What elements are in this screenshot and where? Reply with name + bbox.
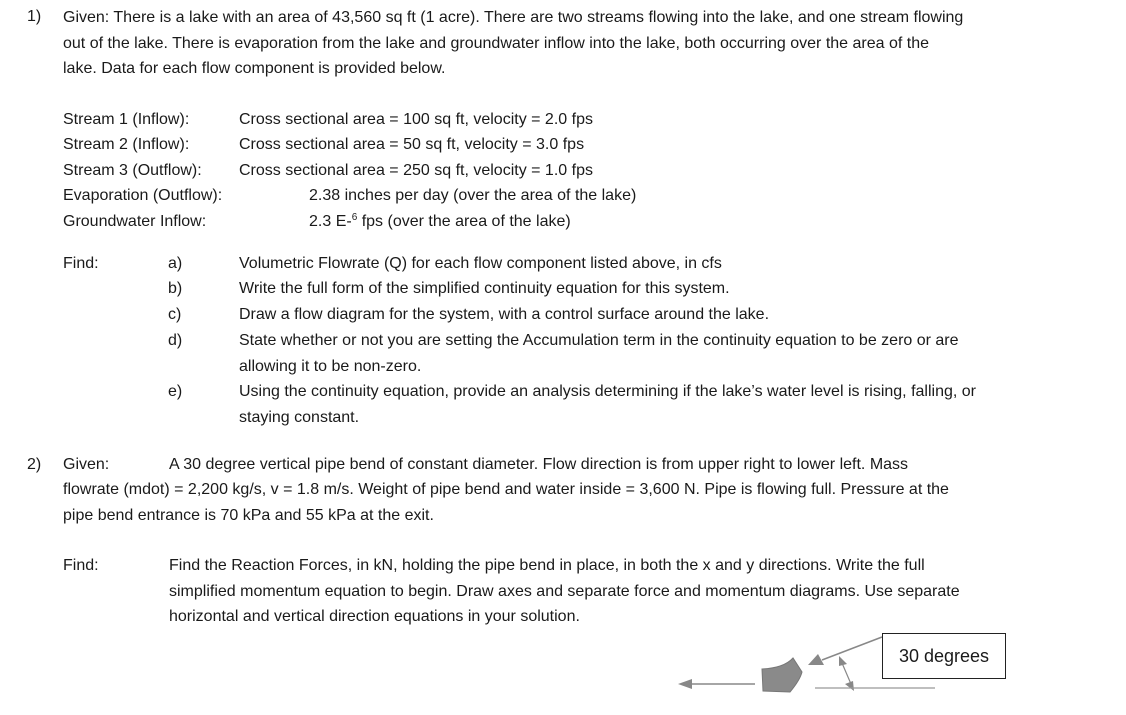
groundwater-prefix: 2.3 E- — [309, 213, 352, 230]
angle-arrow-bottom — [845, 681, 854, 691]
flow-value-stream-2: Cross sectional area = 50 sq ft, velocity = 3.0 fps — [239, 136, 585, 153]
pipe-bend-shape — [762, 658, 802, 692]
inflow-arrow-shaft — [822, 637, 882, 660]
given-line: flowrate (mdot) = 2,200 kg/s, v = 1.8 m/s. Weight of pipe bend and water inside = 3,600 N. Pipe is flowing full. Pressure at the — [63, 481, 949, 498]
flow-value-evaporation: 2.38 inches per day (over the area of the lake) — [309, 187, 637, 204]
angle-arrow-top — [839, 656, 847, 666]
find-text-a: Volumetric Flowrate (Q) for each flow component listed above, in cfs — [239, 255, 722, 272]
flow-label-evaporation: Evaporation (Outflow): — [63, 187, 223, 204]
find-line: staying constant. — [239, 408, 360, 426]
angle-label: 30 degrees — [898, 645, 990, 666]
flow-label-stream-1: Stream 1 (Inflow): — [63, 111, 190, 128]
angle-dimension-line — [842, 663, 851, 684]
groundwater-suffix: fps (over the area of the lake) — [357, 213, 571, 230]
problem-1-find-label: Find: — [63, 255, 99, 272]
flow-label-groundwater: Groundwater Inflow: — [63, 213, 207, 230]
find-line: allowing it to be non-zero. — [239, 357, 422, 375]
problem-2-number: 2) — [27, 456, 42, 473]
find-letter-c: c) — [168, 306, 182, 323]
find-text-b: Write the full form of the simplified continuity equation for this system. — [239, 280, 730, 297]
find-line: Using the continuity equation, provide an analysis determining if the lake’s water level is rising, falling, or — [239, 383, 976, 400]
find-line: Find the Reaction Forces, in kN, holding the pipe bend in place, in both the x and y directions. Write the full — [169, 557, 925, 574]
problem-1-number: 1) — [27, 8, 42, 25]
groundwater-exponent: 6 — [351, 212, 358, 223]
given-line: Given: There is a lake with an area of 43,560 sq ft (1 acre). There are two streams flowing into the lake, and one stream flowing — [63, 9, 964, 26]
find-line: State whether or not you are setting the Accumulation term in the continuity equation to be zero or are — [239, 332, 959, 349]
flow-value-stream-1: Cross sectional area = 100 sq ft, velocity = 2.0 fps — [239, 111, 593, 128]
flow-value-stream-3: Cross sectional area = 250 sq ft, velocity = 1.0 fps — [239, 162, 593, 179]
find-text-c: Draw a flow diagram for the system, with a control surface around the lake. — [239, 306, 770, 323]
find-line: simplified momentum equation to begin. Draw axes and separate force and momentum diagrams. Use separate — [169, 582, 960, 600]
inflow-arrow-head — [808, 654, 824, 665]
problem-2-find-label: Find: — [63, 557, 99, 574]
find-letter-b: b) — [168, 280, 183, 297]
given-line: pipe bend entrance is 70 kPa and 55 kPa at the exit. — [63, 506, 434, 524]
problem-2-given-label: Given: — [63, 456, 110, 473]
find-line: horizontal and vertical direction equations in your solution. — [169, 608, 580, 625]
problem-2-given-first-line: A 30 degree vertical pipe bend of constant diameter. Flow direction is from upper right to lower left. Mass — [169, 456, 909, 473]
find-letter-a: a) — [168, 255, 183, 272]
flow-label-stream-3: Stream 3 (Outflow): — [63, 162, 202, 179]
outflow-arrow-head — [678, 679, 692, 689]
given-line: out of the lake. There is evaporation from the lake and groundwater inflow into the lake, both occurring over the area of the — [63, 34, 929, 52]
find-letter-e: e) — [168, 383, 183, 400]
given-line: lake. Data for each flow component is provided below. — [63, 60, 446, 77]
flow-label-stream-2: Stream 2 (Inflow): — [63, 136, 190, 153]
find-letter-d: d) — [168, 332, 183, 349]
angle-label-box — [882, 633, 1006, 679]
